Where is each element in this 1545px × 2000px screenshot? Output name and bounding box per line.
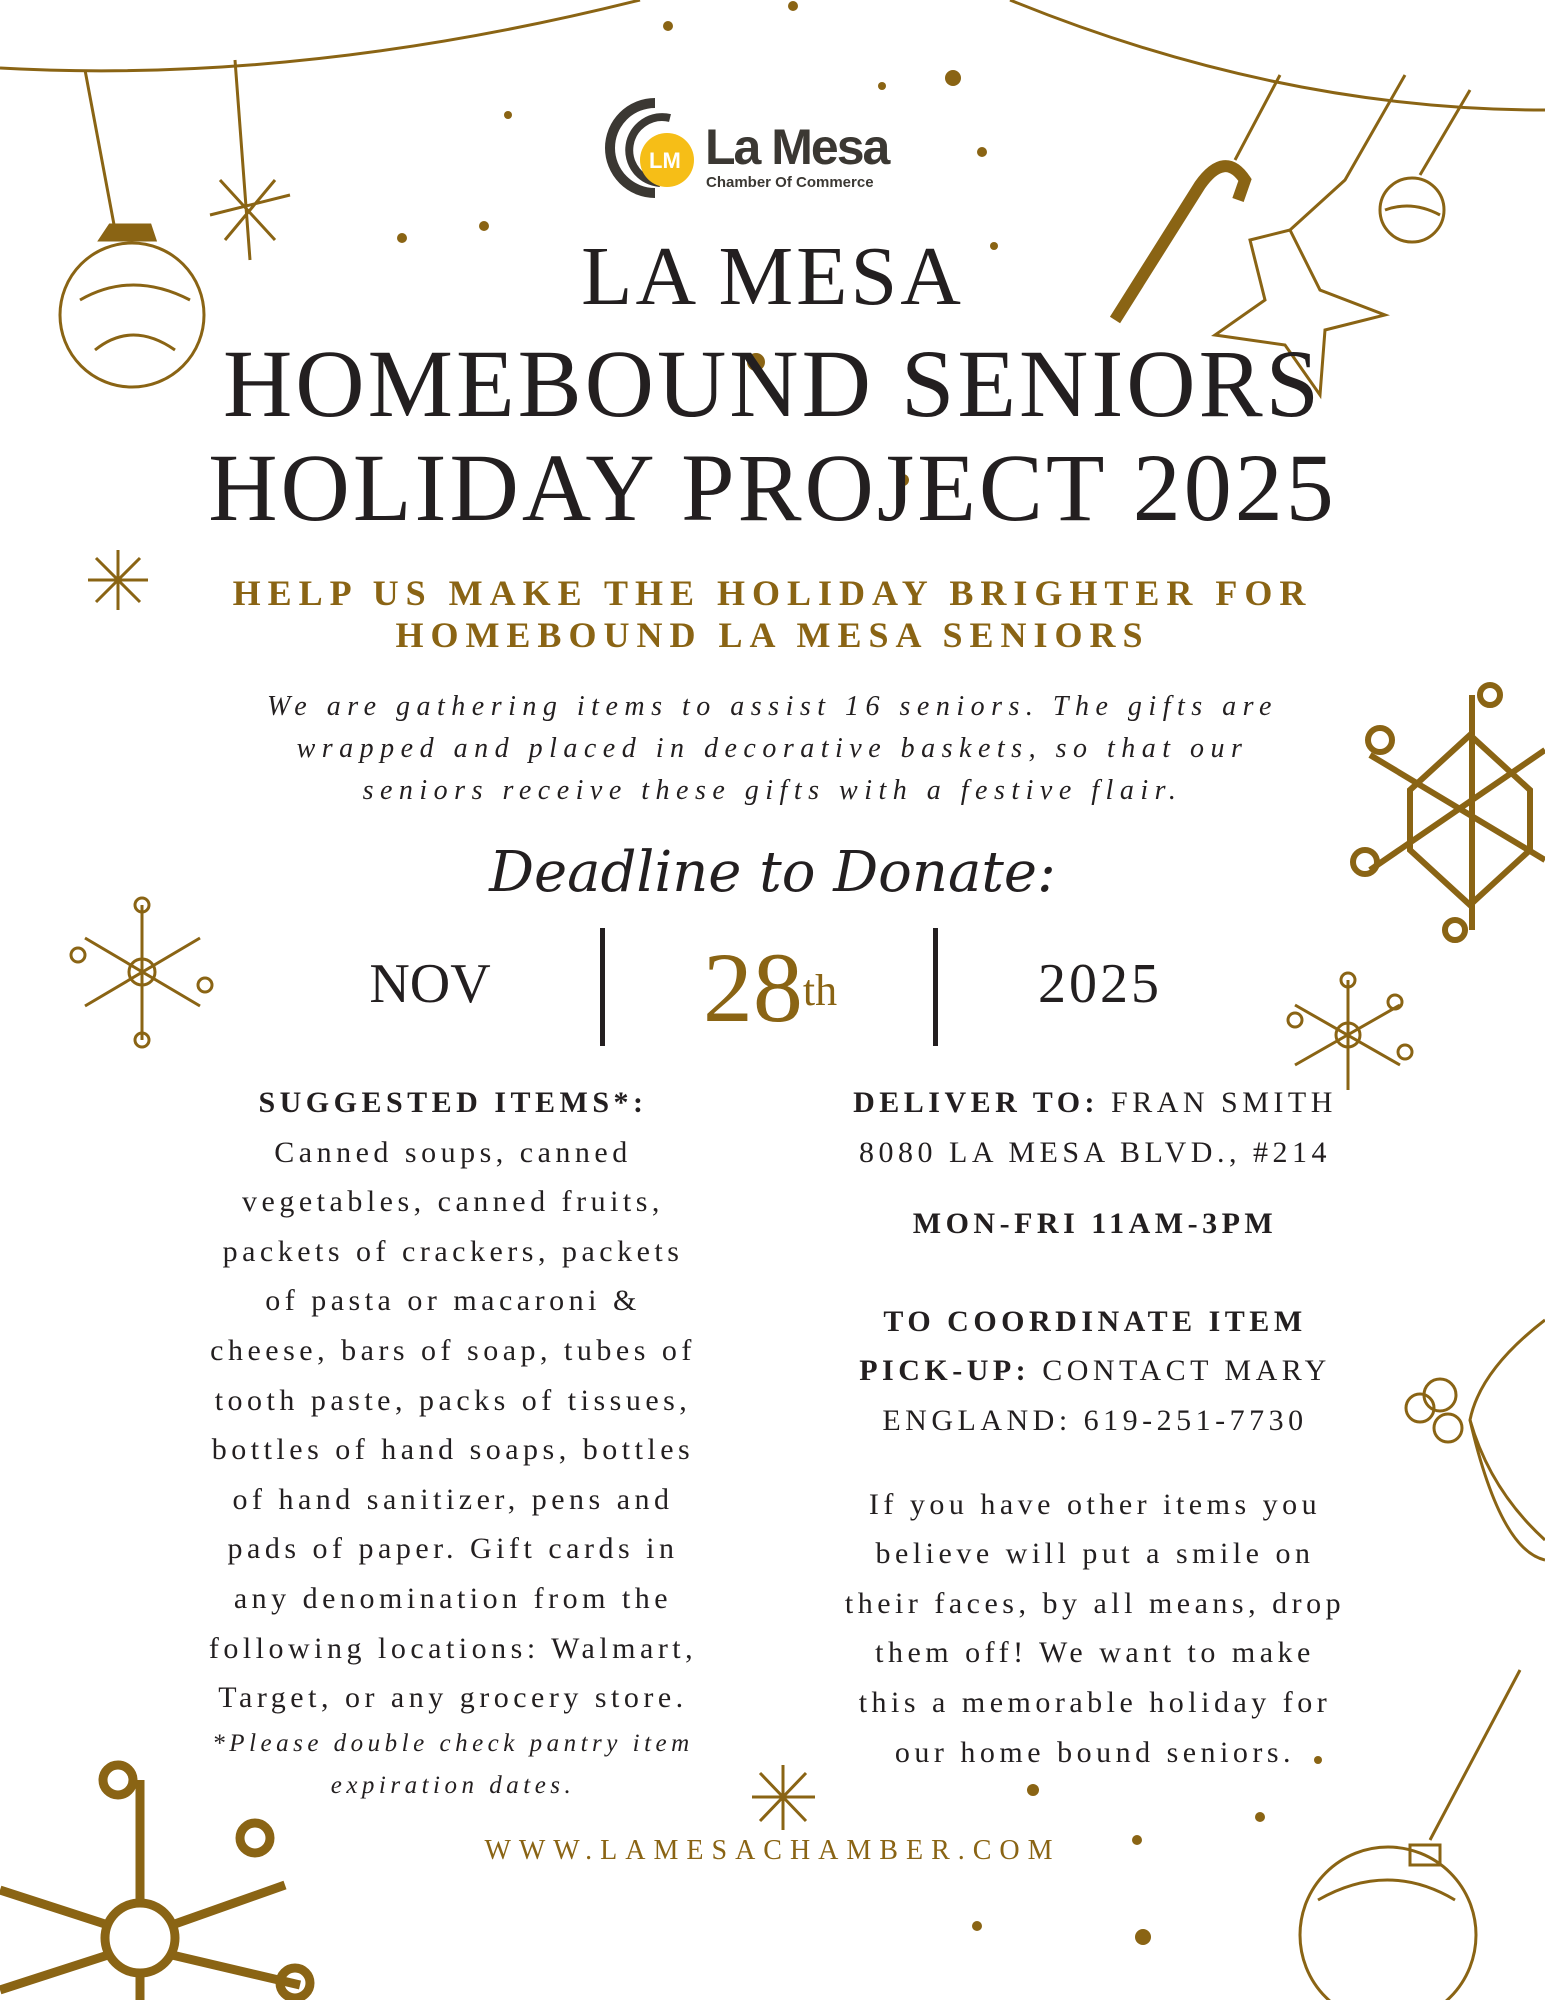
coordinate-label: TO COORDINATE ITEM (883, 1304, 1307, 1338)
deadline-year: 2025 (1038, 953, 1162, 1015)
ornament-icon (1235, 75, 1280, 160)
other-line: our home bound seniors. (894, 1735, 1296, 1769)
subtitle-line-1: HELP US MAKE THE HOLIDAY BRIGHTER FOR (232, 573, 1313, 613)
logo-name: La Mesa (705, 119, 889, 175)
garland-string-right (1010, 0, 1545, 110)
deadline-day-suffix: th (802, 965, 838, 1015)
intro-text (150, 686, 1395, 812)
coordinate-label-2: PICK-UP: (859, 1354, 1031, 1388)
suggested-line: following locations: Walmart, (208, 1631, 698, 1665)
suggested-line: tooth paste, packs of tissues, (214, 1383, 692, 1417)
snowflake-icon (1288, 973, 1412, 1090)
intro-line: wrapped and placed in decorative baskets, so that our (296, 733, 1249, 764)
logo (605, 98, 905, 198)
suggested-line: of hand sanitizer, pens and (232, 1482, 674, 1516)
deliver-hours: MON-FRI 11AM-3PM (912, 1207, 1278, 1241)
coordinate-line (780, 1346, 1410, 1396)
subtitle-line-2: HOMEBOUND LA MESA SENIORS (395, 615, 1150, 655)
intro-line: We are gathering items to assist 16 seniors. The gifts are (267, 691, 1278, 722)
suggested-line: Canned soups, canned (274, 1135, 632, 1169)
other-line: If you have other items you (868, 1487, 1322, 1521)
title-line-2: HOMEBOUND SENIORS (222, 330, 1323, 437)
suggested-line: pads of paper. Gift cards in (227, 1532, 679, 1566)
other-line: believe will put a smile on (875, 1537, 1315, 1571)
suggested-line: Target, or any grocery store. (218, 1681, 688, 1715)
pantry-note (143, 1723, 763, 1807)
pantry-note-line: expiration dates. (330, 1771, 576, 1799)
title-line-3: HOLIDAY PROJECT 2025 (208, 434, 1337, 541)
suggested-items (143, 1078, 763, 1807)
intro-line: seniors receive these gifts with a festive flair. (362, 775, 1183, 806)
other-line: their faces, by all means, drop (844, 1586, 1346, 1620)
deliver-label: DELIVER TO: (853, 1086, 1100, 1119)
deliver-address: 8080 LA MESA BLVD., #214 (859, 1135, 1331, 1169)
ornament-icon (1380, 90, 1470, 242)
suggested-line: vegetables, canned fruits, (242, 1185, 664, 1219)
coordinate-contact: CONTACT MARY (1042, 1354, 1331, 1388)
suggested-line: packets of crackers, packets (222, 1234, 684, 1268)
holly-icon (1406, 1320, 1545, 1560)
suggested-line: bottles of hand soaps, bottles (211, 1433, 695, 1467)
other-items (780, 1480, 1410, 1778)
snowflake-icon (210, 60, 290, 260)
deadline-day-number: 28 (702, 932, 803, 1043)
deliver-name: FRAN SMITH (1111, 1086, 1337, 1119)
suggested-line: cheese, bars of soap, tubes of (210, 1333, 696, 1367)
website-link[interactable]: WWW.LAMESACHAMBER.COM (484, 1835, 1061, 1866)
garland-string-left (0, 0, 640, 71)
delivery-info (780, 1078, 1410, 1777)
logo-monogram: LM (649, 148, 681, 173)
deadline-label: Deadline to Donate: (489, 840, 1056, 905)
suggested-line: of pasta or macaroni & (265, 1284, 641, 1318)
pantry-note-line: *Please double check pantry item (212, 1729, 694, 1757)
snowflake-icon (71, 898, 212, 1047)
title-line-1: LA MESA (581, 230, 964, 323)
deadline-month: NOV (369, 953, 491, 1015)
coordinate-phone: ENGLAND: 619-251-7730 (882, 1403, 1308, 1437)
logo-tagline: Chamber Of Commerce (706, 174, 874, 191)
other-line: them off! We want to make (875, 1636, 1315, 1670)
other-line: this a memorable holiday for (858, 1685, 1332, 1719)
suggested-heading: SUGGESTED ITEMS*: (258, 1086, 648, 1119)
suggested-line: any denomination from the (233, 1581, 673, 1615)
deadline-day (605, 930, 935, 1045)
deliver-line (780, 1078, 1410, 1128)
divider-right (933, 928, 938, 1046)
